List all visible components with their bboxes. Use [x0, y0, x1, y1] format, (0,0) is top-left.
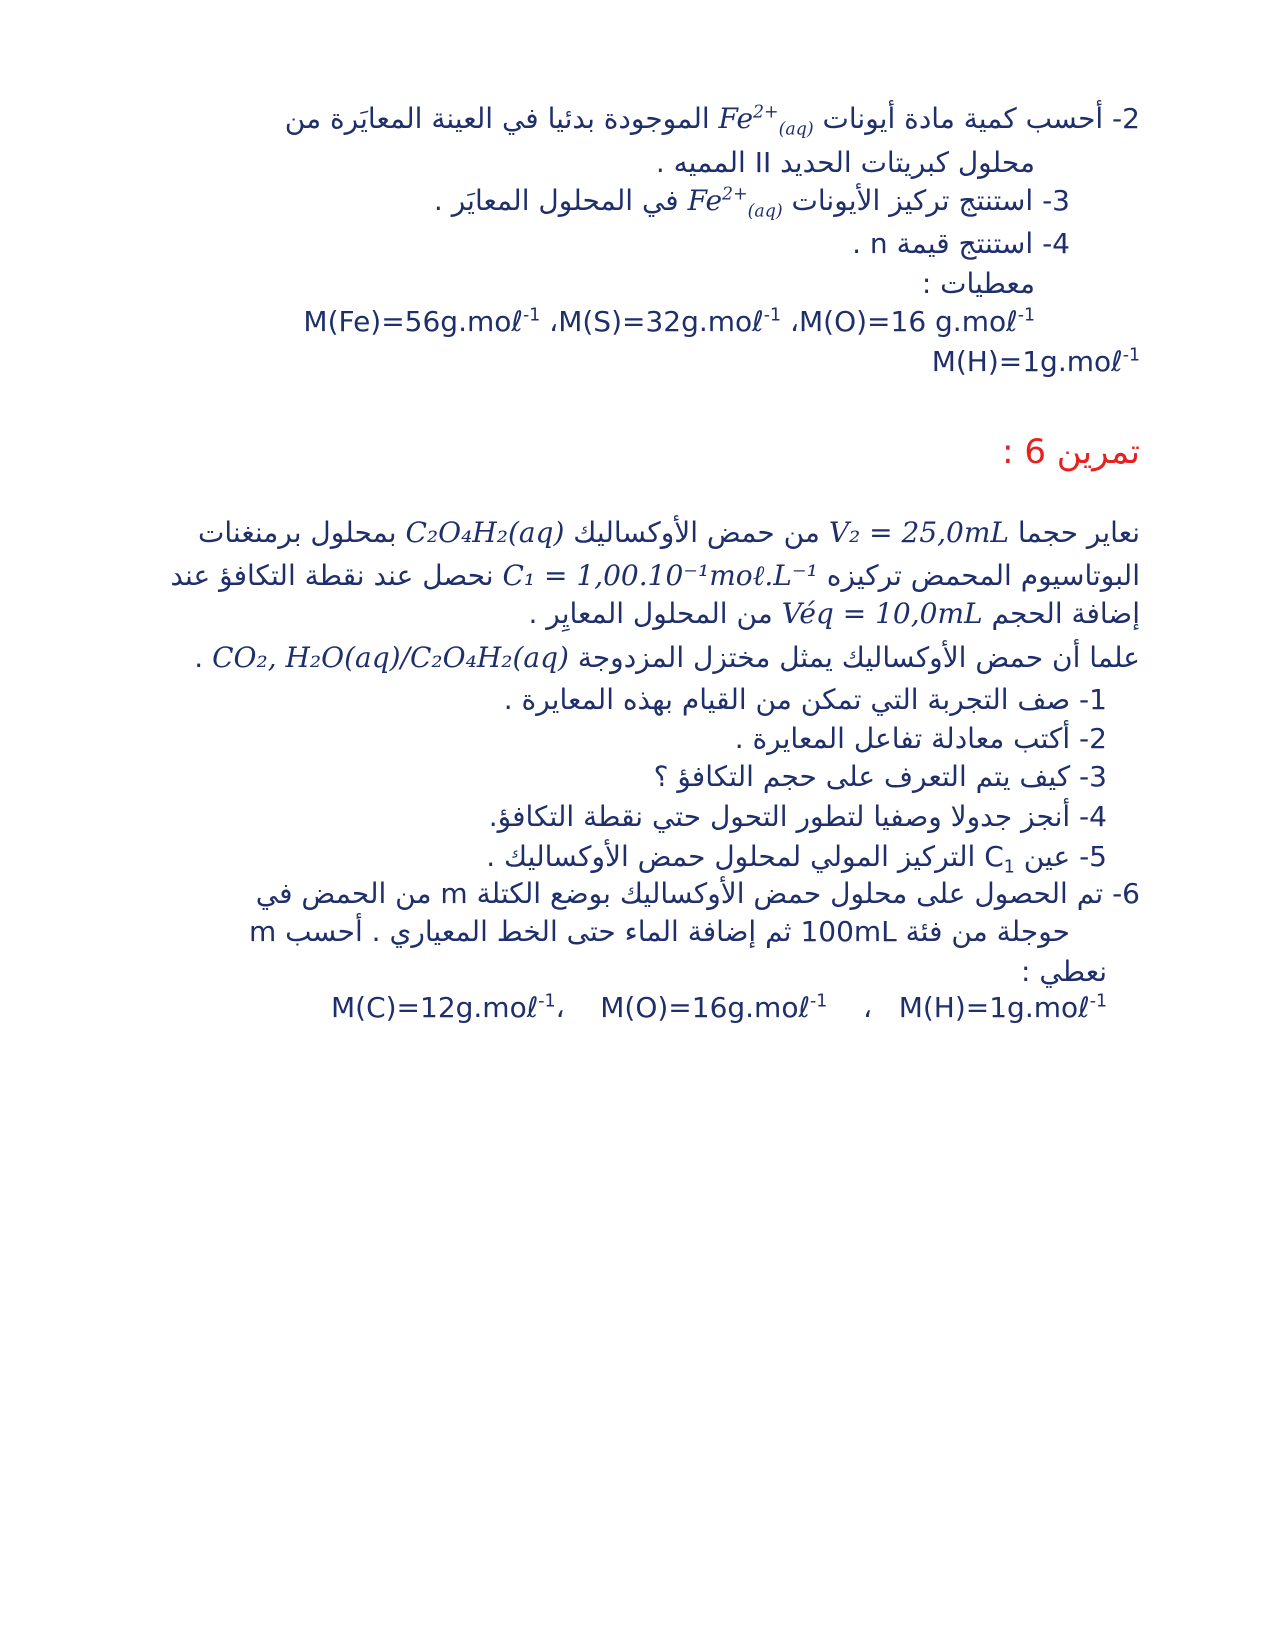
given-molar-masses-line-1: M(Fe)=56g.moℓ$^{-1}$ ،M(S)=32g.moℓ$^{-1}$ ،M(O)=16 g.moℓ$^{-1}$	[303, 305, 1035, 338]
question-2-line-1: 2- أحسب كمية مادة أيونات $Fe^{2+}_{(aq)}$ الموجودة بدئيا في العينة المعايَرة من	[284, 102, 1140, 140]
exercise-6-question-3: 3- كيف يتم التعرف على حجم التكافؤ ؟	[653, 760, 1107, 793]
exercise-6-given-label: نعطي :	[1021, 955, 1107, 988]
exercise-6-question-6-line-2: حوجلة من فئة 100mL ثم إضافة الماء حتى الخط المعياري . أحسب m	[249, 915, 1070, 948]
exercise-6-intro-line-3: إضافة الحجم Véq = 10,0mL من المحلول المعايِر .	[528, 597, 1140, 630]
exercise-6-intro-line-4: علما أن حمض الأوكساليك يمثل مختزل المزدوجة CO₂, H₂O(aq)/C₂O₄H₂(aq) .	[194, 641, 1140, 674]
given-data-label: معطيات :	[921, 267, 1035, 300]
exercise-6-intro-line-2: البوتاسيوم المحمض تركيزه C₁ = 1,00.10⁻¹moℓ.L⁻¹ نحصل عند نقطة التكافؤ عند	[170, 559, 1140, 592]
exercise-6-given-molar-masses: M(C)=12g.moℓ$^{-1}$، M(O)=16g.moℓ$^{-1}$ ، M(H)=1g.moℓ$^{-1}$	[330, 991, 1107, 1024]
exercise-6-question-5: 5- عين $C_1$ التركيز المولي لمحلول حمض الأوكساليك .	[486, 840, 1107, 878]
exercise-6-intro-line-1: نعاير حجما V₂ = 25,0mL من حمض الأوكساليك C₂O₄H₂(aq) بمحلول برمنغنات	[197, 516, 1140, 549]
given-molar-masses-line-2: M(H)=1g.moℓ$^{-1}$	[931, 345, 1140, 378]
exercise-6-question-4: 4- أنجز جدولا وصفيا لتطور التحول حتي نقطة التكافؤ.	[488, 800, 1107, 833]
question-2-line-2: محلول كبريتات الحديد II المميه .	[655, 146, 1035, 179]
fe-ion-formula: $Fe^{2+}_{(aq)}$	[687, 184, 783, 222]
exercise-6-question-2: 2- أكتب معادلة تفاعل المعايرة .	[734, 722, 1107, 755]
fe-ion-formula: $Fe^{2+}_{(aq)}$	[718, 102, 814, 140]
exercise-6-question-6-line-1: 6- تم الحصول على محلول حمض الأوكساليك بوضع الكتلة m من الحمض في	[255, 877, 1140, 910]
exercise-6-title: تمرين 6 :	[1002, 432, 1140, 472]
exercise-6-question-1: 1- صف التجربة التي تمكن من القيام بهذه المعايرة .	[503, 683, 1107, 716]
question-3: 3- استنتج تركيز الأيونات $Fe^{2+}_{(aq)}$ في المحلول المعايَر .	[433, 184, 1070, 222]
question-4: 4- استنتج قيمة n .	[852, 227, 1070, 260]
